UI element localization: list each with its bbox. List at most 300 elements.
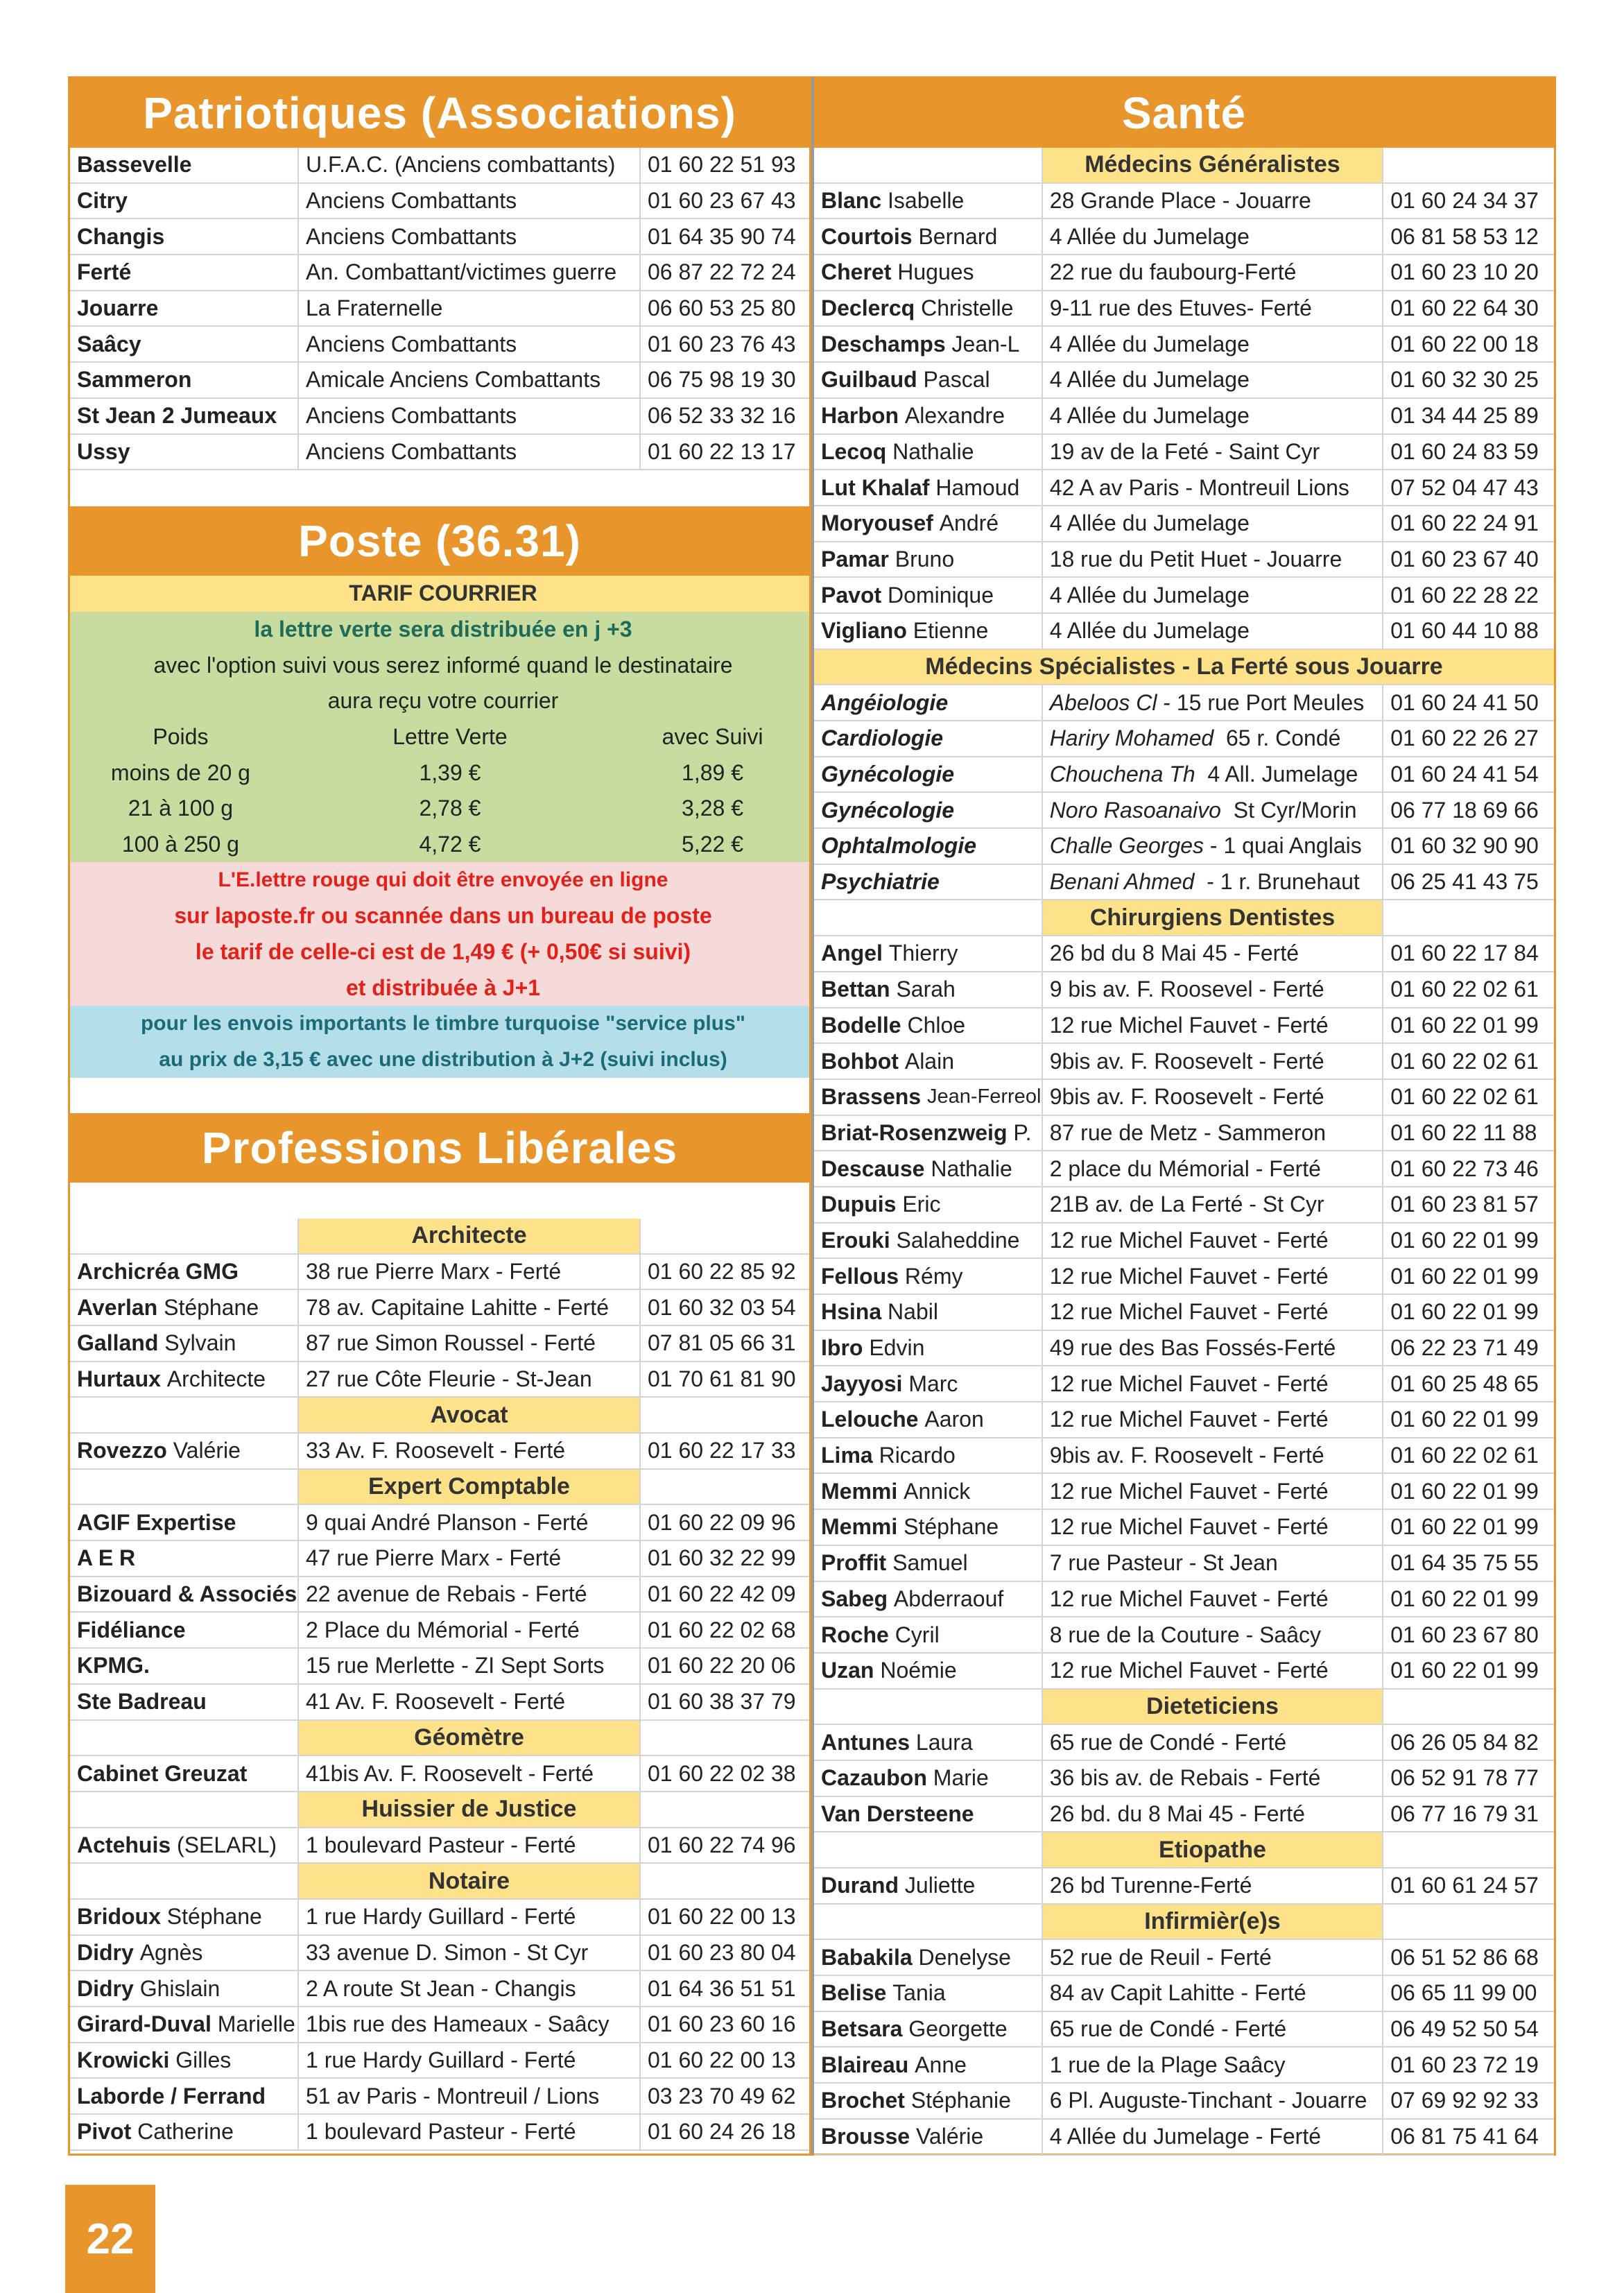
spacer-cell <box>1383 1690 1554 1724</box>
spacer-cell <box>641 1864 809 1898</box>
entry-name: Pivot <box>77 2119 132 2145</box>
entry-name: Moryousef <box>821 510 933 536</box>
phone-cell: 01 60 24 41 54 <box>1390 762 1539 787</box>
entry-firstname: Dominique <box>888 582 994 608</box>
phone-cell: 01 60 61 24 57 <box>1390 1873 1539 1898</box>
address-cell: 28 Grande Place - Jouarre <box>1043 184 1384 218</box>
name-cell <box>814 1080 1043 1115</box>
name-cell <box>70 1828 299 1863</box>
association-phone: 01 60 23 76 43 <box>648 331 796 357</box>
practitioner-row <box>814 1151 1554 1187</box>
spacer-cell <box>70 1864 299 1898</box>
phone-cell: 01 60 25 48 65 <box>1390 1371 1539 1396</box>
phone-cell: 01 60 22 01 99 <box>1390 1263 1539 1289</box>
practitioner-row <box>814 1725 1554 1761</box>
phone-cell: 01 60 23 81 57 <box>1390 1192 1539 1217</box>
address-cell: 1 boulevard Pasteur - Ferté <box>299 1828 641 1863</box>
professional-row <box>70 2115 809 2151</box>
entry-name: Cheret <box>821 259 892 285</box>
name-cell <box>70 1971 299 2006</box>
practitioner-row <box>814 184 1554 220</box>
address-cell: 8 rue de la Couture - Saâcy <box>1043 1617 1384 1652</box>
sante-banner-title: Santé <box>1121 88 1247 138</box>
spacer-cell <box>641 1721 809 1755</box>
association-town: Saâcy <box>70 327 299 361</box>
spacer-cell <box>1383 1832 1554 1867</box>
phone-cell: 01 60 22 17 84 <box>1390 941 1539 966</box>
phone-cell: 06 22 23 71 49 <box>1390 1335 1539 1361</box>
specialty-cell: Angéiologie <box>814 685 1043 720</box>
phone-cell: 01 60 22 01 99 <box>1390 1407 1539 1432</box>
entry-firstname: Architecte <box>166 1366 266 1391</box>
phone-cell: 01 60 22 01 99 <box>1390 1227 1539 1253</box>
address-cell: 6 Pl. Auguste-Tinchant - Jouarre <box>1043 2084 1384 2118</box>
address-cell: 33 avenue D. Simon - St Cyr <box>299 1936 641 1970</box>
association-town: Changis <box>70 219 299 254</box>
entry-name: Pavot <box>821 582 882 608</box>
entry-name: Vigliano <box>821 618 907 644</box>
entry-firstname: Nathalie <box>892 438 974 464</box>
association-name: La Fraternelle <box>299 291 641 326</box>
practitioner-row <box>814 757 1554 793</box>
phone-cell: 07 52 04 47 43 <box>1390 474 1539 500</box>
phone-cell: 06 26 05 84 82 <box>1390 1729 1539 1755</box>
entry-firstname: (SELARL) <box>177 1832 277 1857</box>
price-header: Poids <box>153 723 209 749</box>
phone-cell: 01 60 22 02 68 <box>648 1617 796 1642</box>
doctor-cell <box>1043 721 1384 756</box>
section-title: Infirmièr(e)s <box>1043 1905 1384 1939</box>
phone-cell: 06 77 18 69 66 <box>1390 797 1539 823</box>
name-cell <box>814 1725 1043 1760</box>
practitioner-row <box>814 1761 1554 1797</box>
spacer-cell <box>814 900 1043 935</box>
phone-cell: 01 60 32 03 54 <box>648 1294 796 1320</box>
address-cell: 4 Allée du Jumelage <box>1043 399 1384 433</box>
doctor-address: 4 All. Jumelage <box>1195 762 1358 787</box>
practitioner-row <box>814 363 1554 399</box>
phone-cell: 07 69 92 92 33 <box>1390 2088 1539 2113</box>
association-phone: 01 60 23 67 43 <box>648 188 796 214</box>
professional-row <box>70 1505 809 1541</box>
practitioner-row <box>814 219 1554 255</box>
address-cell: 26 bd Turenne-Ferté <box>1043 1869 1384 1903</box>
entry-name: Uzan <box>821 1658 874 1683</box>
section-header-row <box>814 900 1554 936</box>
practitioner-row <box>814 1223 1554 1260</box>
address-cell: 26 bd du 8 Mai 45 - Ferté <box>1043 936 1384 971</box>
entry-name: Bodelle <box>821 1012 901 1038</box>
price-cell: 2,78 € <box>419 796 481 821</box>
entry-name: Durand <box>821 1873 899 1898</box>
association-town: Sammeron <box>70 363 299 397</box>
section-title: Avocat <box>299 1398 641 1432</box>
spacer-cell <box>814 148 1043 182</box>
practitioner-row <box>814 936 1554 972</box>
phone-cell: 01 60 32 30 25 <box>1390 367 1539 393</box>
phone-cell: 01 60 22 02 61 <box>1390 977 1539 1002</box>
entry-name: Brassens <box>821 1084 922 1110</box>
name-cell <box>814 1223 1043 1258</box>
entry-firstname: Catherine <box>137 2119 234 2145</box>
practitioner-row <box>814 1080 1554 1116</box>
professional-row <box>70 1577 809 1613</box>
practitioner-row <box>814 614 1554 650</box>
address-cell: 33 Av. F. Roosevelt - Ferté <box>299 1434 641 1468</box>
practitioner-row <box>814 327 1554 363</box>
address-cell: 1 boulevard Pasteur - Ferté <box>299 2115 641 2149</box>
price-header: avec Suivi <box>662 723 763 749</box>
address-cell: 36 bis av. de Rebais - Ferté <box>1043 1761 1384 1796</box>
entry-firstname: Valérie <box>915 2124 984 2149</box>
specialty-cell: Cardiologie <box>814 721 1043 756</box>
phone-cell: 01 60 22 01 99 <box>1390 1012 1539 1038</box>
entry-firstname: Cyril <box>895 1622 940 1647</box>
spacer-cell <box>70 1398 299 1432</box>
section-title: Etiopathe <box>1043 1832 1384 1867</box>
name-cell <box>814 2084 1043 2118</box>
phone-cell: 01 64 36 51 51 <box>648 1975 796 2001</box>
address-cell: 4 Allée du Jumelage <box>1043 219 1384 254</box>
entry-firstname: Jean-L <box>951 331 1020 357</box>
entry-firstname: Sarah <box>896 977 956 1002</box>
phone-cell: 06 49 52 50 54 <box>1390 2016 1539 2042</box>
address-cell: 9bis av. F. Roosevelt - Ferté <box>1043 1080 1384 1115</box>
poste-red-line <box>70 970 809 1006</box>
phone-cell: 01 60 23 80 04 <box>648 1939 796 1965</box>
entry-firstname: Eric <box>902 1192 941 1217</box>
doctor-cell <box>1043 793 1384 827</box>
name-cell <box>70 1255 299 1289</box>
entry-name: Cabinet Greuzat <box>77 1760 248 1786</box>
address-cell: 42 A av Paris - Montreuil Lions <box>1043 470 1384 505</box>
blank-row <box>70 470 809 506</box>
association-name: Anciens Combattants <box>299 435 641 470</box>
poste-cyan-line <box>70 1006 809 1042</box>
spacer-cell <box>70 1792 299 1827</box>
phone-cell: 01 60 22 74 96 <box>648 1832 796 1857</box>
practitioner-row <box>814 2012 1554 2048</box>
entry-firstname: Anne <box>915 2052 967 2077</box>
entry-firstname: Pascal <box>923 367 990 393</box>
entry-name: Lelouche <box>821 1407 919 1432</box>
address-cell: 9 quai André Planson - Ferté <box>299 1505 641 1540</box>
entry-name: Babakila <box>821 1944 913 1970</box>
phone-cell: 07 81 05 66 31 <box>648 1330 796 1356</box>
poste-red-line <box>70 934 809 970</box>
entry-firstname: Abderraouf <box>893 1586 1004 1611</box>
name-cell <box>70 1541 299 1576</box>
phone-cell: 01 60 22 42 09 <box>648 1581 796 1607</box>
phone-cell: 01 60 22 00 18 <box>1390 331 1539 357</box>
address-cell: 1 rue Hardy Guillard - Ferté <box>299 2043 641 2078</box>
address-cell: 4 Allée du Jumelage - Ferté <box>1043 2120 1384 2154</box>
association-town: Ussy <box>70 435 299 470</box>
entry-firstname: Annick <box>904 1478 971 1504</box>
entry-firstname: Marie <box>933 1765 989 1791</box>
section-header-row <box>814 650 1554 686</box>
spacer-cell <box>814 1905 1043 1939</box>
entry-name: Guilbaud <box>821 367 917 393</box>
name-cell <box>814 291 1043 326</box>
left-column <box>68 76 811 2156</box>
phone-cell: 06 81 75 41 64 <box>1390 2124 1539 2149</box>
practitioner-row <box>814 255 1554 291</box>
poste-green-line <box>70 683 809 719</box>
name-cell <box>814 1402 1043 1437</box>
entry-firstname: Isabelle <box>888 188 965 214</box>
section-header-row <box>70 1470 809 1506</box>
practitioner-row <box>814 506 1554 542</box>
entry-name: Rovezzo <box>77 1438 167 1463</box>
price-cell: 1,89 € <box>682 759 744 785</box>
professional-row <box>70 1362 809 1398</box>
poste-cyan-text: au prix de 3,15 € avec une distribution à J+2 (suivi inclus) <box>159 1047 727 1071</box>
name-cell <box>814 470 1043 505</box>
name-cell <box>814 1439 1043 1473</box>
name-cell <box>814 1510 1043 1545</box>
entry-name: Declercq <box>821 295 915 321</box>
name-cell <box>814 1331 1043 1366</box>
name-cell <box>70 1936 299 1970</box>
entry-name: Galland <box>77 1330 159 1356</box>
entry-name: Didry <box>77 1939 134 1965</box>
entry-firstname: Noémie <box>880 1658 957 1683</box>
address-cell: 4 Allée du Jumelage <box>1043 614 1384 649</box>
entry-name: Hurtaux <box>77 1366 161 1391</box>
name-cell <box>70 1900 299 1934</box>
phone-cell: 01 60 22 85 92 <box>648 1258 796 1284</box>
section-header-row <box>70 1219 809 1255</box>
practitioner-row <box>814 1116 1554 1152</box>
poste-text: la lettre verte sera distribuée en j +3 <box>254 616 632 642</box>
practitioner-row <box>814 1617 1554 1654</box>
entry-firstname: Hugues <box>897 259 974 285</box>
address-cell: 49 rue des Bas Fossés-Ferté <box>1043 1331 1384 1366</box>
association-phone: 06 60 53 25 80 <box>648 295 796 321</box>
phone-cell: 01 60 22 01 99 <box>1390 1586 1539 1611</box>
practitioner-row <box>814 1582 1554 1618</box>
phone-cell: 01 60 22 01 99 <box>1390 1299 1539 1325</box>
phone-cell: 01 60 22 17 33 <box>648 1438 796 1463</box>
entry-name: A E R <box>77 1545 136 1571</box>
practitioner-row <box>814 972 1554 1008</box>
practitioner-row <box>814 578 1554 614</box>
section-header-row <box>70 1792 809 1828</box>
address-cell: 12 rue Michel Fauvet - Ferté <box>1043 1402 1384 1437</box>
patriotiques-banner <box>70 78 809 148</box>
name-cell <box>814 1797 1043 1832</box>
address-cell: 1 rue de la Plage Saâcy <box>1043 2047 1384 2082</box>
address-cell: 4 Allée du Jumelage <box>1043 363 1384 397</box>
poste-red-text: le tarif de celle-ci est de 1,49 € (+ 0,50€ si suivi) <box>195 939 691 965</box>
section-title: Chirurgiens Dentistes <box>1043 900 1384 935</box>
name-cell <box>814 1044 1043 1079</box>
phone-cell: 01 64 35 75 55 <box>1390 1550 1539 1576</box>
blank-row <box>70 1078 809 1114</box>
section-header-row <box>814 1905 1554 1941</box>
practitioner-row <box>814 470 1554 506</box>
entry-firstname: Tania <box>892 1980 946 2006</box>
name-cell <box>814 1295 1043 1330</box>
entry-name: Actehuis <box>77 1832 171 1857</box>
entry-name: Betsara <box>821 2016 903 2042</box>
name-cell <box>814 1259 1043 1294</box>
entry-name: Pamar <box>821 546 889 572</box>
phone-cell: 01 60 22 28 22 <box>1390 582 1539 608</box>
entry-name: Courtois <box>821 223 913 249</box>
entry-name: Bizouard & Associés <box>77 1581 297 1607</box>
address-cell: 12 rue Michel Fauvet - Ferté <box>1043 1582 1384 1617</box>
poste-banner-title: Poste (36.31) <box>298 515 581 566</box>
phone-cell: 01 60 22 00 13 <box>648 1904 796 1930</box>
specialty-cell: Ophtalmologie <box>814 829 1043 864</box>
section-title: Dieteticiens <box>1043 1690 1384 1724</box>
doctor-cell <box>1043 865 1384 900</box>
name-cell <box>814 184 1043 218</box>
phone-cell: 01 60 22 24 91 <box>1390 510 1539 536</box>
name-cell <box>814 255 1043 290</box>
practitioner-row <box>814 1008 1554 1045</box>
association-name: Anciens Combattants <box>299 399 641 433</box>
practitioner-row <box>814 1797 1554 1833</box>
address-cell: 21B av. de La Ferté - St Cyr <box>1043 1187 1384 1222</box>
practitioner-row <box>814 542 1554 578</box>
phone-cell: 01 70 61 81 90 <box>648 1366 796 1391</box>
section-header-row <box>70 1721 809 1757</box>
liberales-banner-title: Professions Libérales <box>201 1123 678 1174</box>
address-cell: 2 place du Mémorial - Ferté <box>1043 1151 1384 1186</box>
name-cell <box>814 542 1043 577</box>
address-cell: 19 av de la Feté - Saint Cyr <box>1043 435 1384 470</box>
entry-firstname: Samuel <box>892 1550 968 1576</box>
name-cell <box>70 1685 299 1719</box>
association-name: An. Combattant/victimes guerre <box>299 255 641 290</box>
entry-firstname: Etienne <box>913 618 989 644</box>
poste-red-text: et distribuée à J+1 <box>345 974 541 1000</box>
address-cell: 2 Place du Mémorial - Ferté <box>299 1613 641 1647</box>
entry-name: AGIF Expertise <box>77 1509 236 1535</box>
entry-firstname: Marielle <box>217 2011 295 2037</box>
price-row <box>70 827 809 863</box>
doctor-name: Benani Ahmed <box>1049 869 1195 895</box>
entry-firstname: Bernard <box>918 223 998 249</box>
phone-cell: 06 52 91 78 77 <box>1390 1765 1539 1791</box>
entry-firstname: Nathalie <box>931 1156 1012 1181</box>
entry-name: Memmi <box>821 1478 898 1504</box>
entry-name: Proffit <box>821 1550 887 1576</box>
entry-name: Bettan <box>821 977 890 1002</box>
address-cell: 9 bis av. F. Roosevel - Ferté <box>1043 972 1384 1007</box>
name-cell <box>70 1649 299 1683</box>
phone-cell: 01 60 22 01 99 <box>1390 1658 1539 1683</box>
entry-firstname: Valérie <box>173 1438 241 1463</box>
practitioner-row <box>814 291 1554 327</box>
section-title: Expert Comptable <box>299 1470 641 1504</box>
entry-name: Averlan <box>77 1294 158 1320</box>
entry-firstname: Juliette <box>904 1873 976 1898</box>
practitioner-row <box>814 1869 1554 1905</box>
association-phone: 01 60 22 51 93 <box>648 152 796 178</box>
entry-name: Laborde / Ferrand <box>77 2083 266 2109</box>
address-cell: 87 rue Simon Roussel - Ferté <box>299 1326 641 1361</box>
right-column <box>811 76 1556 2156</box>
address-cell: 1bis rue des Hameaux - Saâcy <box>299 2007 641 2042</box>
phone-cell: 01 60 22 01 99 <box>1390 1478 1539 1504</box>
practitioner-row <box>814 1976 1554 2012</box>
association-name: U.F.A.C. (Anciens combattants) <box>299 148 641 182</box>
entry-firstname: Alexandre <box>904 403 1005 429</box>
practitioner-row <box>814 2047 1554 2084</box>
phone-cell: 01 60 22 02 61 <box>1390 1048 1539 1074</box>
name-cell <box>70 2115 299 2149</box>
entry-firstname: Agnès <box>139 1939 203 1965</box>
practitioner-row <box>814 399 1554 435</box>
practitioner-row <box>814 1654 1554 1690</box>
professional-row <box>70 1936 809 1972</box>
poste-red-line <box>70 898 809 934</box>
entry-name: Bohbot <box>821 1048 899 1074</box>
practitioner-row <box>814 721 1554 757</box>
address-cell: 38 rue Pierre Marx - Ferté <box>299 1255 641 1289</box>
address-cell: 12 rue Michel Fauvet - Ferté <box>1043 1474 1384 1509</box>
name-cell <box>70 2043 299 2078</box>
practitioner-row <box>814 793 1554 829</box>
phone-cell: 01 60 22 02 38 <box>648 1760 796 1786</box>
address-cell: 12 rue Michel Fauvet - Ferté <box>1043 1654 1384 1688</box>
association-town: Citry <box>70 184 299 218</box>
entry-name: Jayyosi <box>821 1371 903 1396</box>
price-cell: 21 à 100 g <box>128 796 234 821</box>
address-cell: 12 rue Michel Fauvet - Ferté <box>1043 1259 1384 1294</box>
entry-name: Memmi <box>821 1514 898 1540</box>
address-cell: 2 A route St Jean - Changis <box>299 1971 641 2006</box>
section-title: Géomètre <box>299 1721 641 1755</box>
practitioner-row <box>814 685 1554 721</box>
doctor-address: - 1 quai Anglais <box>1204 833 1362 859</box>
spacer-cell <box>641 1792 809 1827</box>
practitioner-row <box>814 1940 1554 1976</box>
name-cell <box>814 1151 1043 1186</box>
entry-name: Ibro <box>821 1335 863 1361</box>
entry-firstname: P. <box>1013 1119 1032 1145</box>
price-header-row <box>70 719 809 755</box>
entry-name: Angel <box>821 941 883 966</box>
section-title: Huissier de Justice <box>299 1792 641 1827</box>
association-phone: 06 87 22 72 24 <box>648 259 796 285</box>
entry-firstname: Alain <box>904 1048 954 1074</box>
page-number: 22 <box>65 2185 155 2293</box>
name-cell <box>814 1008 1043 1043</box>
phone-cell: 01 60 22 11 88 <box>1390 1119 1537 1145</box>
phone-cell: 06 81 58 53 12 <box>1390 223 1539 249</box>
association-name: Anciens Combattants <box>299 184 641 218</box>
entry-firstname: Ricardo <box>879 1443 956 1468</box>
name-cell <box>814 1366 1043 1401</box>
spacer-cell <box>814 1832 1043 1867</box>
entry-name: Archicréa GMG <box>77 1258 239 1284</box>
doctor-address: St Cyr/Morin <box>1220 797 1357 823</box>
doctor-address: 65 r. Condé <box>1213 725 1341 751</box>
entry-firstname: Christelle <box>921 295 1014 321</box>
address-cell: 4 Allée du Jumelage <box>1043 578 1384 612</box>
phone-cell: 01 60 22 26 27 <box>1390 725 1539 751</box>
spacer-cell <box>1383 1905 1554 1939</box>
name-cell <box>814 435 1043 470</box>
practitioner-row <box>814 1331 1554 1367</box>
section-title: Architecte <box>299 1219 641 1253</box>
practitioner-row <box>814 1510 1554 1546</box>
